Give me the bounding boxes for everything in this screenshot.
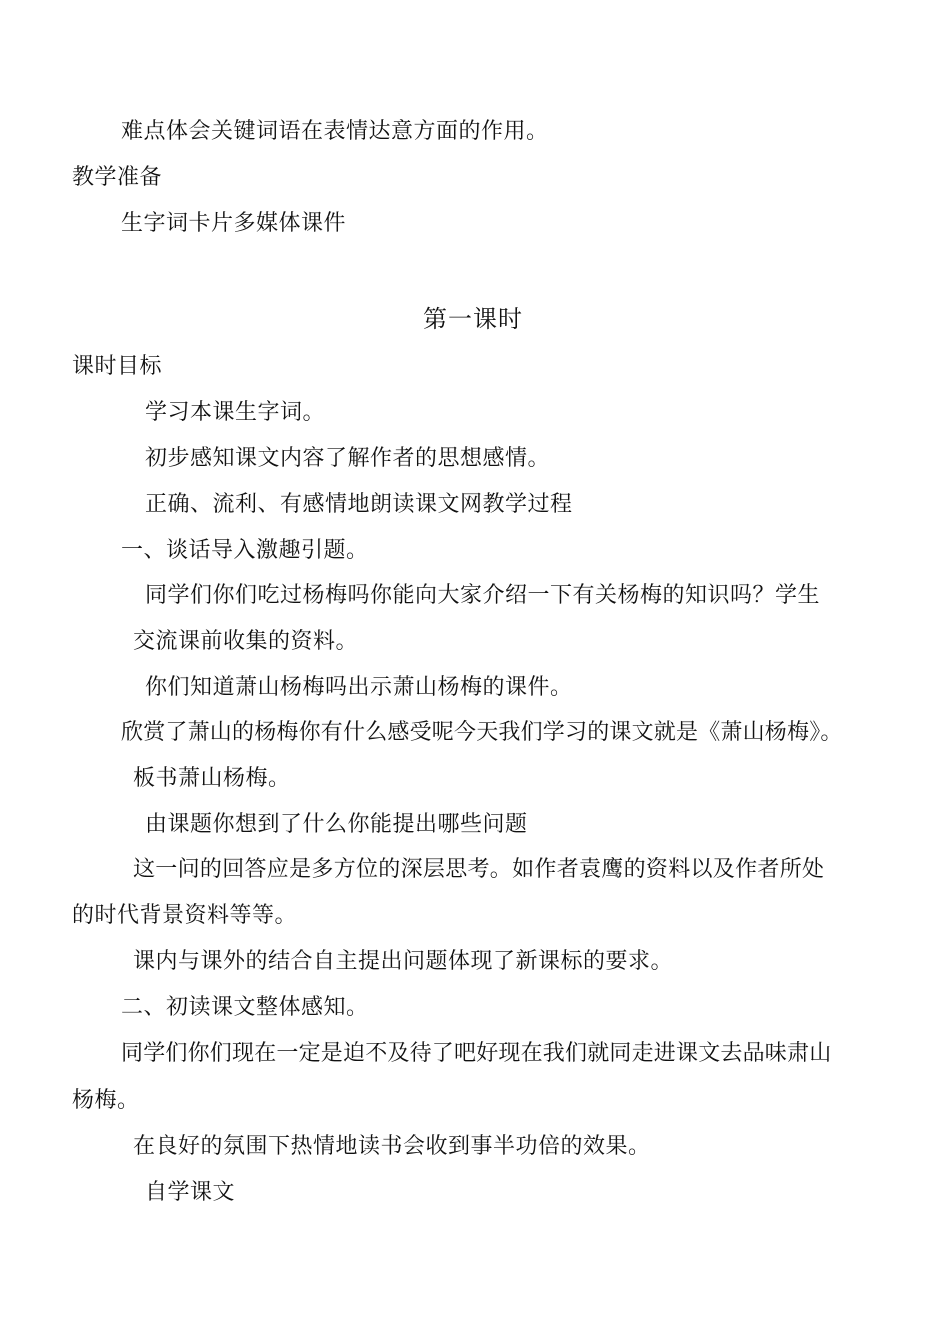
step-1-heading: 一、谈话导入激趣引题。 — [121, 538, 369, 563]
difficulty-line: 难点体会关键词语在表情达意方面的作用。 — [121, 119, 549, 144]
paragraph-line: 同学们你们吃过杨梅吗你能向大家介绍一下有关杨梅的知识吗？学生 — [145, 583, 821, 608]
paragraph-line: 欣赏了萧山的杨梅你有什么感受呢今天我们学习的课文就是《萧山杨梅》。 — [121, 720, 843, 745]
objective-3: 正确、流利、有感情地朗读课文网教学过程 — [145, 492, 573, 517]
paragraph-line: 你们知道萧山杨梅吗出示萧山杨梅的课件。 — [145, 675, 573, 700]
lesson-title: 第一课时 — [423, 305, 523, 333]
objective-2: 初步感知课文内容了解作者的思想感情。 — [145, 446, 551, 471]
paragraph-line: 的时代背景资料等等。 — [72, 903, 298, 928]
paragraph-line: 同学们你们现在一定是迫不及待了吧好现在我们就同走进课文去品味肃山 — [121, 1041, 832, 1066]
paragraph-line: 在良好的氛围下热情地读书会收到事半功倍的效果。 — [133, 1134, 651, 1159]
paragraph-line: 这一问的回答应是多方位的深层思考。如作者袁鹰的资料以及作者所处 — [133, 857, 825, 882]
paragraph-line: 自学课文 — [145, 1180, 236, 1205]
objective-1: 学习本课生字词。 — [145, 400, 326, 425]
paragraph-line: 课内与课外的结合自主提出问题体现了新课标的要求。 — [133, 949, 674, 974]
preparation-content: 生字词卡片多媒体课件 — [121, 211, 347, 236]
step-2-heading: 二、初读课文整体感知。 — [121, 995, 369, 1020]
paragraph-line: 板书萧山杨梅。 — [133, 766, 291, 791]
paragraph-line: 杨梅。 — [72, 1088, 140, 1113]
section-heading-preparation: 教学准备 — [72, 165, 163, 190]
paragraph-line: 由课题你想到了什么你能提出哪些问题 — [145, 812, 528, 837]
paragraph-line: 交流课前收集的资料。 — [133, 629, 359, 654]
section-heading-objectives: 课时目标 — [72, 354, 163, 379]
